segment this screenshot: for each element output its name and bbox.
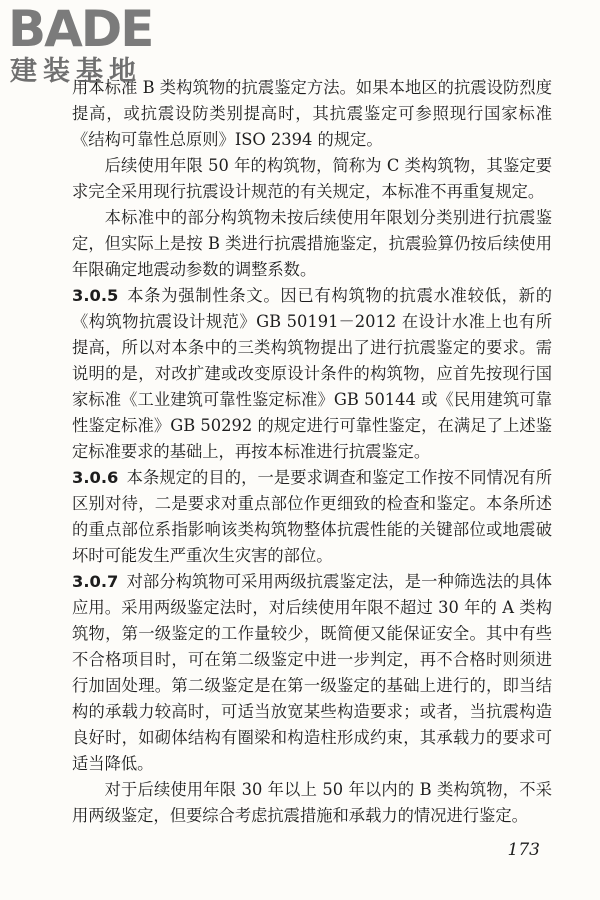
clause-text: 本条为强制性条文。因已有构筑物的抗震水准较低，新的《构筑物抗震设计规范》GB 50191－2012 在设计水准上也有所提高，所以对本条中的三类构筑物提出了进行抗震鉴定的要求。需说明的是，对改扩建或改变原设计条件的构筑物，应首先按现行国家标准《工业建筑可靠性鉴定标准》GB 50144 或《民用建筑可靠性鉴定标准》GB 50292 的规定进行可靠性鉴定，在满足了上述鉴定标准要求的基础上，再按本标准进行抗震鉴定。: [72, 286, 552, 461]
clause-number: 3.0.6: [72, 468, 119, 487]
clause-number: 3.0.7: [72, 572, 119, 591]
page-number: 173: [507, 840, 540, 860]
clause-number: 3.0.5: [72, 286, 119, 305]
paragraph-b-class-final: 对于后续使用年限 30 年以上 50 年以内的 B 类构筑物，不采用两级鉴定，但要综合考虑抗震措施和承载力的情况进行鉴定。: [72, 780, 552, 825]
logo-wordmark: BADE: [8, 0, 153, 58]
document-body: [72, 75, 552, 829]
clause-3-0-6: [72, 465, 552, 569]
clause-3-0-7: [72, 569, 552, 777]
paragraph-c-class: 后续使用年限 50 年的构筑物，简称为 C 类构筑物，其鉴定要求完全采用现行抗震设计规范的有关规定，本标准不再重复规定。: [72, 156, 552, 201]
paragraph-classification-note: 本标准中的部分构筑物未按后续使用年限划分类别进行抗震鉴定，但实际上是按 B 类进行抗震措施鉴定，抗震验算仍按后续使用年限确定地震动参数的调整系数。: [72, 208, 552, 279]
bade-logo: [8, 0, 178, 96]
paragraph-continued: 用本标准 B 类构筑物的抗震鉴定方法。如果本地区的抗震设防烈度提高，或抗震设防类别提高时，其抗震鉴定可参照现行国家标准《结构可靠性总原则》ISO 2394 的规定。: [72, 78, 552, 149]
clause-3-0-5: [72, 283, 552, 465]
clause-text: 对部分构筑物可采用两级抗震鉴定法，是一种筛选法的具体应用。采用两级鉴定法时，对后续使用年限不超过 30 年的 A 类构筑物，第一级鉴定的工作量较少，既简便又能保证安全。其中有些不合格项目时，可在第二级鉴定中进一步判定，再不合格时则须进行加固处理。第二级鉴定是在第一级鉴定的基础上进行的，即当结构的承载力较高时，可适当放宽某些构造要求；或者，当抗震构造良好时，如砌体结构有圈梁和构造柱形成约束，其承载力的要求可适当降低。: [72, 572, 552, 773]
logo-subtitle: 建装基地: [10, 56, 142, 87]
clause-text: 本条规定的目的，一是要求调查和鉴定工作按不同情况有所区别对待，二是要求对重点部位作更细致的检查和鉴定。本条所述的重点部位系指影响该类构筑物整体抗震性能的关键部位或地震破坏时可能发生严重次生灾害的部位。: [72, 468, 552, 565]
